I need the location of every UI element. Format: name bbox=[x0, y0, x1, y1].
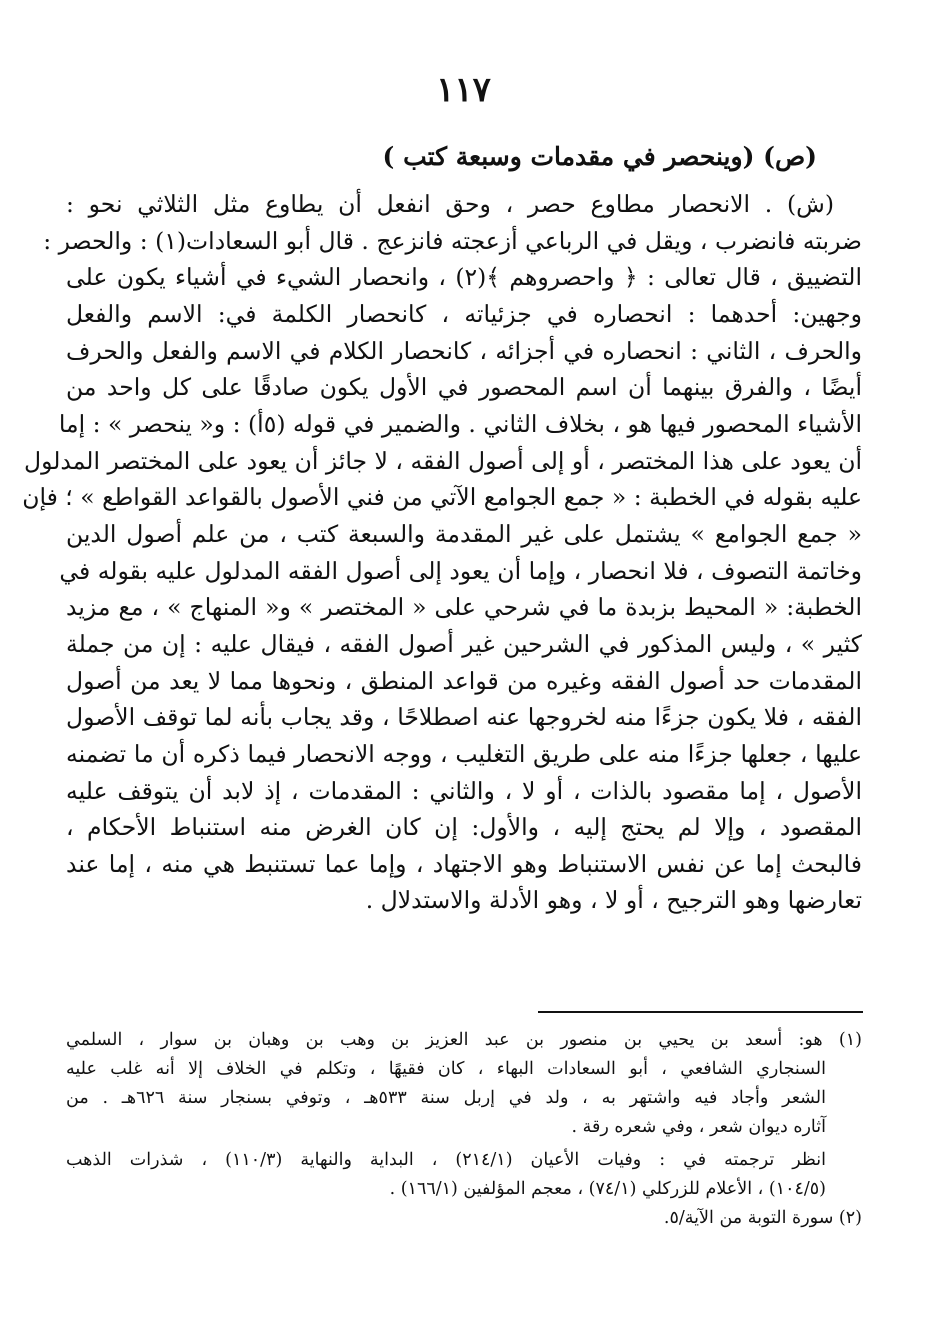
text-line: المقدمات حد أصول الفقه وغيره من قواعد المنطق ، ونحوها مما لا يعد من أصول bbox=[66, 666, 862, 695]
text-line: التضييق ، قال تعالى : ﴿ واحصروهم ﴾(٢) ، وانحصار الشيء في أشياء يكون على bbox=[66, 263, 862, 292]
text-line: وخاتمة التصوف ، فلا انحصار ، وإما أن يعود إلى أصول الفقه المدلول عليه بقوله في bbox=[59, 556, 862, 585]
text-line: الخطبة: « المحيط بزبدة ما في شرحي على « المختصر » و« المنهاج » ، مع مزيد bbox=[66, 593, 862, 622]
text-line: الأصول ، إما مقصود بالذات ، أو لا ، والثاني : المقدمات ، إذ لابد أن يتوقف عليه bbox=[66, 776, 862, 805]
footnote-line: (١) هو: أسعد بن يحيي بن منصور بن عبد العزيز بن وهب بن وهبان بن سوار ، السلمي bbox=[66, 1030, 862, 1050]
text-line: فالبحث إما عن نفس الاستنباط وهو الاجتهاد ، وإما عما تستنبط هي منه ، إما عند bbox=[66, 849, 862, 878]
main-text bbox=[22, 186, 862, 919]
text-line: أن يعود على هذا المختصر ، أو إلى أصول الفقه ، لا جائز أن يعود على المختصر المدلول bbox=[24, 446, 862, 475]
page-number: ١١٧ bbox=[436, 70, 491, 110]
footnote-line: انظر ترجمته في : وفيات الأعيان (٢١٤/١) ، البداية والنهاية (١١٠/٣) ، شذرات الذهب bbox=[66, 1150, 827, 1170]
text-line: عليه بقوله في الخطبة : « جمع الجوامع الآتي من فني الأصول بالقواعد القواطع » ؛ فإن bbox=[22, 483, 862, 512]
text-line: ضربته فانضرب ، ويقل في الرباعي أزعجته فانزعج . قال أبو السعادات(١) : والحصر : bbox=[43, 226, 862, 255]
text-line: المقصود ، وإلا لم يحتج إليه ، والأول: إن كان الغرض منه استنباط الأحكام ، bbox=[66, 813, 862, 842]
text-line: عليها ، جعلها جزءًا منه على طريق التغليب ، ووجه الانحصار فيما ذكره أن ما تضمنه bbox=[66, 739, 862, 768]
footnote-line: آثاره ديوان شعر ، وفي شعره رقة . bbox=[571, 1117, 826, 1137]
footnote-line: (٢) سورة التوبة من الآية/٥. bbox=[663, 1208, 862, 1228]
footnote-separator bbox=[538, 1011, 863, 1013]
footnotes bbox=[66, 1026, 862, 1233]
section-heading: (ص) (وينحصر في مقدمات وسبعة كتب ) bbox=[382, 142, 817, 171]
text-line: والحرف ، الثاني : انحصاره في أجزائه ، كانحصار الكلام في الاسم والفعل والحرف bbox=[66, 336, 862, 365]
footnote-line: (١٠٤/٥) ، الأعلام للزركلي (٧٤/١) ، معجم المؤلفين (١٦٦/١) . bbox=[389, 1179, 826, 1199]
text-line: « جمع الجوامع » يشتمل على غير المقدمة والسبعة كتب ، من علم أصول الدين bbox=[66, 519, 862, 548]
text-line: أيضًا ، والفرق بينهما أن اسم المحصور في الأول يكون صادقًا على كل واحد من bbox=[66, 373, 862, 402]
text-line: الأشياء المحصور فيها هو ، بخلاف الثاني . والضمير في قوله (٥أ) : و« ينحصر » : إما bbox=[58, 409, 862, 438]
text-line: كثير » ، وليس المذكور في الشرحين غير أصول الفقه ، فيقال عليه : إن من جملة bbox=[66, 629, 862, 658]
text-line: تعارضها وهو الترجيح ، أو لا ، وهو الأدلة والاستدلال . bbox=[365, 886, 862, 915]
text-line: الفقه ، فلا يكون جزءًا منه لخروجها عنه اصطلاحًا ، وقد يجاب بأنه لما توقف الأصول bbox=[66, 703, 862, 732]
footnote-line: الشعر وأجاد فيه واشتهر به ، ولد في إربل سنة ٥٣٣هـ ، وتوفي بسنجار سنة ٦٢٦هـ . من bbox=[66, 1088, 826, 1108]
footnote-line: السنجاري الشافعي ، أبو السعادات البهاء ، كان فقيهًا ، وتكلم في الخلاف إلا أنه غلب عليه bbox=[66, 1059, 826, 1079]
text-line: (ش) . الانحصار مطاوع حصر ، وحق انفعل أن يطاوع مثل الثلاثي نحو : bbox=[66, 190, 834, 218]
text-line: وجهين: أحدهما : انحصاره في جزئياته ، كانحصار الكلمة في: الاسم والفعل bbox=[66, 299, 862, 328]
